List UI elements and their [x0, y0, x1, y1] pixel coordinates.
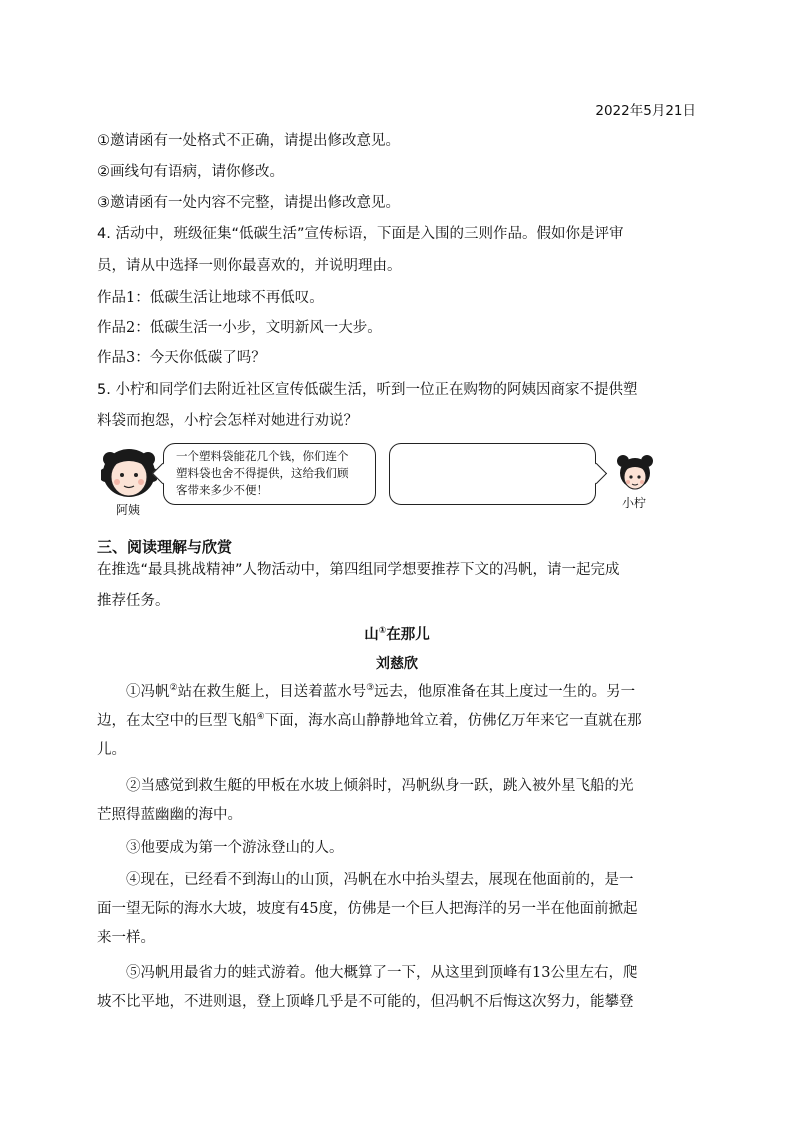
q3-item-3: ③邀请函有一处内容不完整，请提出修改意见。: [97, 195, 400, 211]
article-paragraph-3: ③他要成为第一个游泳登山的人。: [126, 840, 344, 856]
article-paragraph-4: ④现在，已经看不到海山的山顶，冯帆在水中抬头望去，展现在他面前的，是一 面一望无际的海水大坡，坡度有45度，仿佛是一个巨人把海洋的另一半在他面前掀起 来一样。: [97, 872, 638, 946]
article-title: 山①在那儿: [364, 626, 430, 643]
aunt-speech-bubble: [163, 443, 376, 505]
q4-question-line-1: 4. 活动中，班级征集“低碳生活”宣传标语，下面是入围的三则作品。假如你是评审: [97, 226, 624, 242]
article-author: 刘慈欣: [376, 656, 418, 672]
answer-speech-bubble[interactable]: [389, 443, 596, 505]
aunt-label: 阿姨: [116, 503, 141, 517]
aunt-speech-line-3: 客带来多少不便！: [176, 483, 268, 497]
article-paragraph-5: ⑤冯帆用最省力的蛙式游着。他大概算了一下，从这里到顶峰有13公里左右，爬 坡不比平地，不进则退，登上顶峰几乎是不可能的，但冯帆不后悔这次努力，能攀登: [97, 965, 638, 1010]
aunt-speech-line-2: 塑料袋也舍不得提供，这给我们顾: [176, 466, 349, 480]
article-paragraph-2: ②当感觉到救生艇的甲板在水坡上倾斜时，冯帆纵身一跃，跳入被外星飞船的光 芒照得蓝幽幽的海中。: [97, 778, 634, 823]
article-paragraph-1: ①冯帆②站在救生艇上，目送着蓝水号③远去，他原准备在其上度过一生的。另一 边，在太空中的巨型飞船④下面，海水高山静静地耸立着，仿佛亿万年来它一直就在那 儿。: [97, 683, 642, 758]
q3-item-1: ①邀请函有一处格式不正确，请提出修改意见。: [97, 133, 400, 149]
q4-work-1: 作品1：低碳生活让地球不再低叹。: [97, 290, 324, 306]
section-3-heading: 三、阅读理解与欣赏: [97, 538, 233, 556]
q4-work-2: 作品2：低碳生活一小步，文明新风一大步。: [97, 320, 382, 336]
q5-question-line-1: 5. 小柠和同学们去附近社区宣传低碳生活，听到一位正在购物的阿姨因商家不提供塑: [97, 382, 638, 398]
aunt-avatar-icon: [101, 447, 157, 503]
q4-question-line-2: 员，请从中选择一则你最喜欢的，并说明理由。: [97, 258, 402, 274]
q5-question-line-2: 料袋而抱怨，小柠会怎样对她进行劝说？: [97, 413, 358, 429]
q4-work-3: 作品3：今天你低碳了吗？: [97, 350, 266, 366]
letter-date: 2022年5月21日: [595, 103, 696, 119]
girl-label: 小柠: [622, 496, 647, 510]
girl-avatar-icon: [616, 453, 654, 497]
section-3-intro-line-2: 推荐任务。: [97, 593, 170, 609]
aunt-speech-line-1: 一个塑料袋能花几个钱，你们连个: [176, 449, 349, 463]
q3-item-2: ②画线句有语病，请你修改。: [97, 164, 284, 180]
section-3-intro-line-1: 在推选“最具挑战精神”人物活动中，第四组同学想要推荐下文的冯帆，请一起完成: [97, 562, 620, 578]
